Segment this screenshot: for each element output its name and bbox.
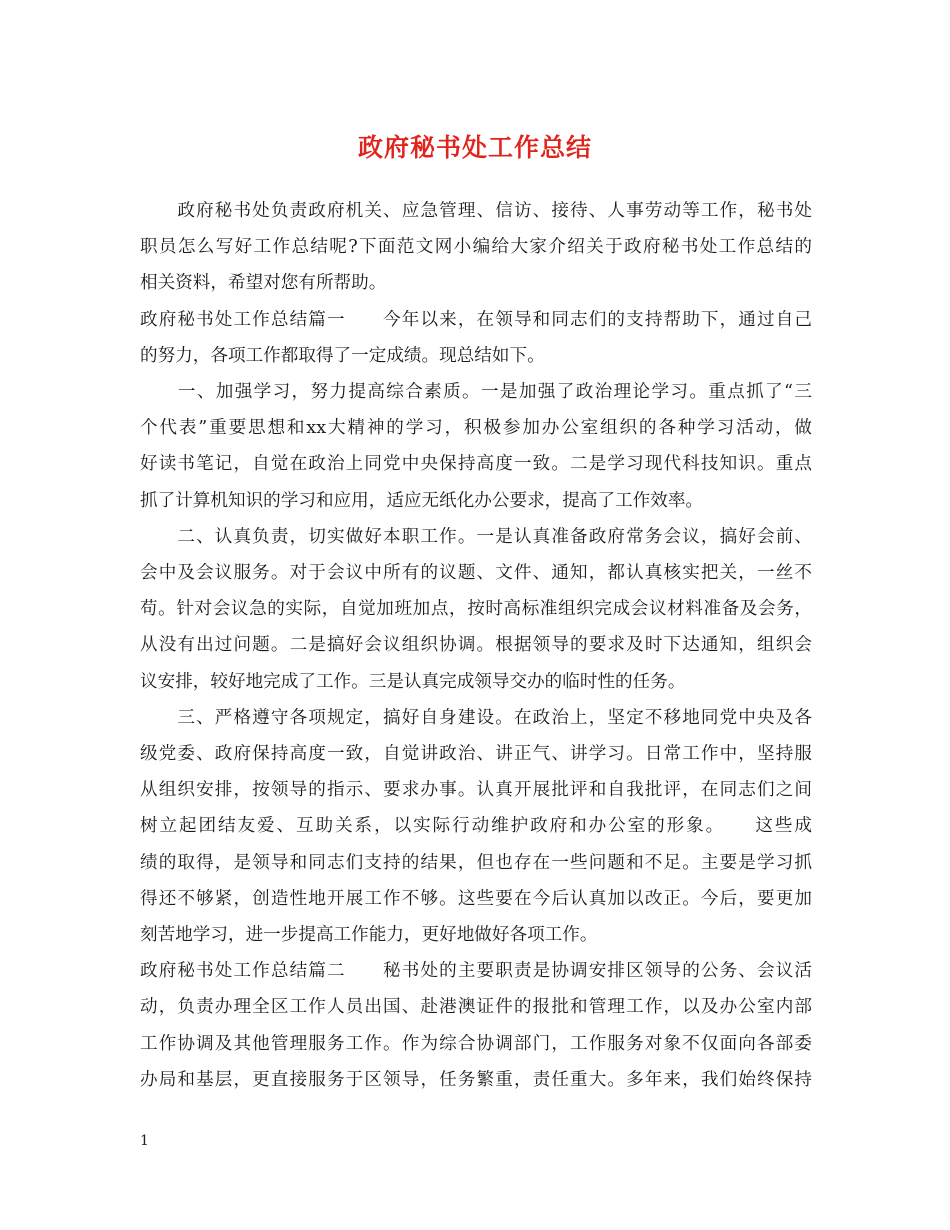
body-text-line: 职员怎么写好工作总结呢?下面范文网小编给大家介绍关于政府秘书处工作总结的 (140, 237, 812, 258)
body-text-line: 议安排，较好地完成了工作。三是认真完成领导交办的临时性的任务。 (140, 671, 686, 692)
body-text-line: 从组织安排，按领导的指示、要求办事。认真开展批评和自我批评，在同志们之间 (140, 780, 812, 801)
body-text-line: 抓了计算机知识的学习和应用，适应无纸化办公要求，提高了工作效率。 (140, 490, 704, 511)
body-text-line: 政府秘书处工作总结篇一 今年以来，在领导和同志们的支持帮助下，通过自己 (140, 309, 812, 330)
document-title: 政府秘书处工作总结 (357, 133, 592, 162)
body-text-line: 个代表”重要思想和xx大精神的学习，积极参加办公室组织的各种学习活动，做 (140, 418, 812, 439)
body-text-line: 二、认真负责，切实做好本职工作。一是认真准备政府常务会议，搞好会前、 (140, 526, 812, 547)
body-text-line: 得还不够紧，创造性地开展工作不够。这些要在今后认真加以改正。今后，要更加 (140, 888, 812, 909)
body-text-line: 绩的取得，是领导和同志们支持的结果，但也存在一些问题和不足。主要是学习抓 (140, 852, 812, 873)
body-text-line: 政府秘书处工作总结篇二 秘书处的主要职责是协调安排区领导的公务、会议活 (140, 961, 812, 982)
body-text-line: 相关资料，希望对您有所帮助。 (140, 273, 387, 294)
page-number: 1 (140, 1133, 149, 1149)
body-text-line: 动，负责办理全区工作人员出国、赴港澳证件的报批和管理工作，以及办公室内部 (140, 997, 812, 1018)
body-text-line: 刻苦地学习，进一步提高工作能力，更好地做好各项工作。 (140, 925, 598, 945)
body-text-line: 树立起团结友爱、互助关系，以实际行动维护政府和办公室的形象。 这些成 (140, 816, 812, 837)
body-text-line: 三、严格遵守各项规定，搞好自身建设。在政治上，坚定不移地同党中央及各 (140, 707, 812, 728)
body-text-line: 的努力，各项工作都取得了一定成绩。现总结如下。 (140, 345, 545, 366)
body-text-line: 好读书笔记，自觉在政治上同党中央保持高度一致。二是学习现代科技知识。重点 (140, 454, 812, 475)
body-text-line: 工作协调及其他管理服务工作。作为综合协调部门，工作服务对象不仅面向各部委 (140, 1033, 812, 1054)
body-text-line: 一、加强学习，努力提高综合素质。一是加强了政治理论学习。重点抓了“三 (140, 382, 812, 402)
body-text-line: 会中及会议服务。对于会议中所有的议题、文件、通知，都认真核实把关，一丝不 (140, 563, 812, 583)
body-text-line: 级党委、政府保持高度一致，自觉讲政治、讲正气、讲学习。日常工作中，坚持服 (140, 744, 812, 764)
body-text-line: 政府秘书处负责政府机关、应急管理、信访、接待、人事劳动等工作，秘书处 (140, 201, 812, 221)
body-text-line: 从没有出过问题。二是搞好会议组织协调。根据领导的要求及时下达通知，组织会 (140, 635, 812, 656)
body-text-line: 办局和基层，更直接服务于区领导，任务繁重，责任重大。多年来，我们始终保持 (140, 1069, 812, 1090)
body-text-line: 苟。针对会议急的实际，自觉加班加点，按时高标准组织完成会议材料准备及会务， (140, 599, 812, 620)
